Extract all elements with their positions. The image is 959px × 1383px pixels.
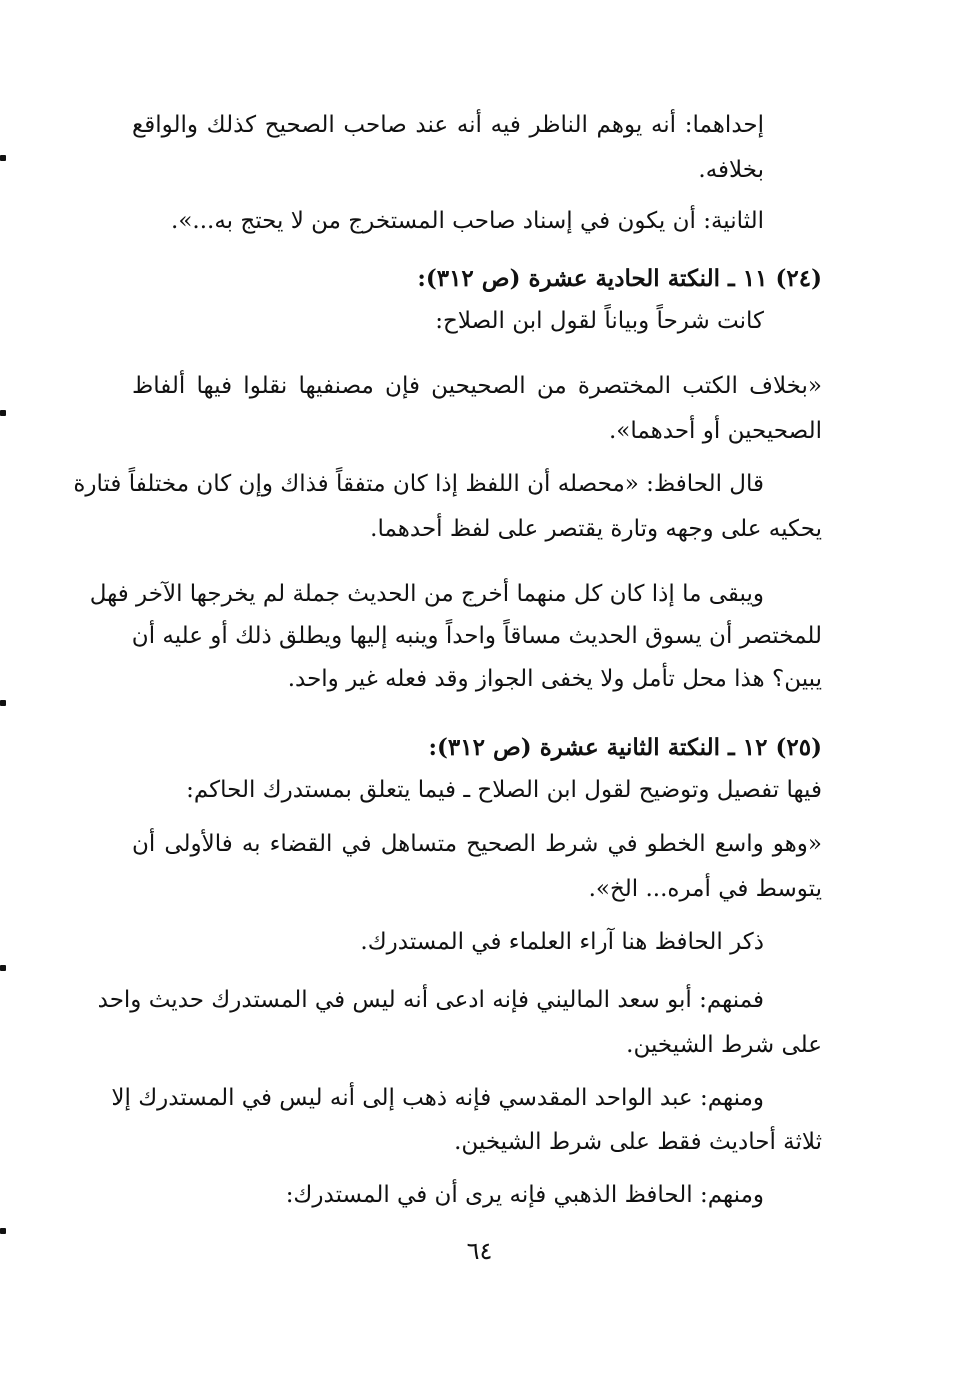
- text-line-2: بخلافه.: [698, 157, 764, 183]
- text-line-11: للمختصر أن يسوق الحديث مساقاً واحداً وينبه إليها ويطلق ذلك أو عليه أن: [131, 623, 822, 649]
- text-line-12: يبين؟ هذا محل تأمل ولا يخفى الجواز وقد فعله غير واحد.: [287, 666, 822, 692]
- quote-line-1: «بخلاف الكتب المختصرة من الصحيحين فإن مصنفيها نقلوا فيها ألفاظ: [132, 373, 822, 399]
- edge-mark: [0, 965, 6, 971]
- section-heading-25: (٢٥) ١٢ ـ النكتة الثانية عشرة (ص ٣١٢):: [428, 734, 822, 761]
- text-line-10: ويبقى ما إذا كان كل منهما أخرج من الحديث جملة لم يخرجها الآخر فهل: [89, 581, 764, 607]
- text-line-5: كانت شرحاً وبياناً لقول ابن الصلاح:: [435, 308, 764, 334]
- text-line-9: يحكيه على وجهه وتارة يقتصر على لفظ أحدهما.: [370, 516, 822, 542]
- text-line-1: إحداهما: أنه يوهم الناظر فيه أنه عند صاحب الصحيح كذلك والواقع: [132, 112, 764, 138]
- text-line-20: ومنهم: عبد الواحد المقدسي فإنه ذهب إلى أنه ليس في المستدرك إلا: [111, 1085, 764, 1111]
- text-line-19: على شرط الشيخين.: [626, 1032, 822, 1058]
- quote-line-4: يتوسط في أمره... الخ».: [588, 876, 822, 902]
- edge-mark: [0, 155, 6, 161]
- quote-line-3: «وهو واسع الخطو في شرط الصحيح متساهل في القضاء به فالأولى أن: [132, 831, 822, 857]
- text-line-14: فيها تفصيل وتوضيح لقول ابن الصلاح ـ فيما يتعلق بمستدرك الحاكم:: [186, 777, 822, 803]
- edge-mark: [0, 700, 6, 706]
- text-line-17: ذكر الحافظ هنا آراء العلماء في المستدرك.: [360, 929, 764, 955]
- edge-mark: [0, 410, 6, 416]
- text-line-22: ومنهم: الحافظ الذهبي فإنه يرى أن في المستدرك:: [285, 1182, 764, 1208]
- text-line-8: قال الحافظ: «محصله أن اللفظ إذا كان متفقاً فذاك وإن كان مختلفاً فتارة: [73, 471, 764, 497]
- text-line-3: الثانية: أن يكون في إسناد صاحب المستخرج من لا يحتج به...».: [171, 208, 764, 234]
- page-number: ٦٤: [466, 1237, 493, 1265]
- edge-mark: [0, 1228, 6, 1234]
- text-line-21: ثلاثة أحاديث فقط على شرط الشيخين.: [454, 1129, 822, 1155]
- quote-line-2: الصحيحين أو أحدهما».: [608, 418, 822, 444]
- text-line-18: فمنهم: أبو سعد الماليني فإنه ادعى أنه ليس في المستدرك حديث واحد: [97, 987, 764, 1013]
- section-heading-24: (٢٤) ١١ ـ النكتة الحادية عشرة (ص ٣١٢):: [417, 265, 822, 292]
